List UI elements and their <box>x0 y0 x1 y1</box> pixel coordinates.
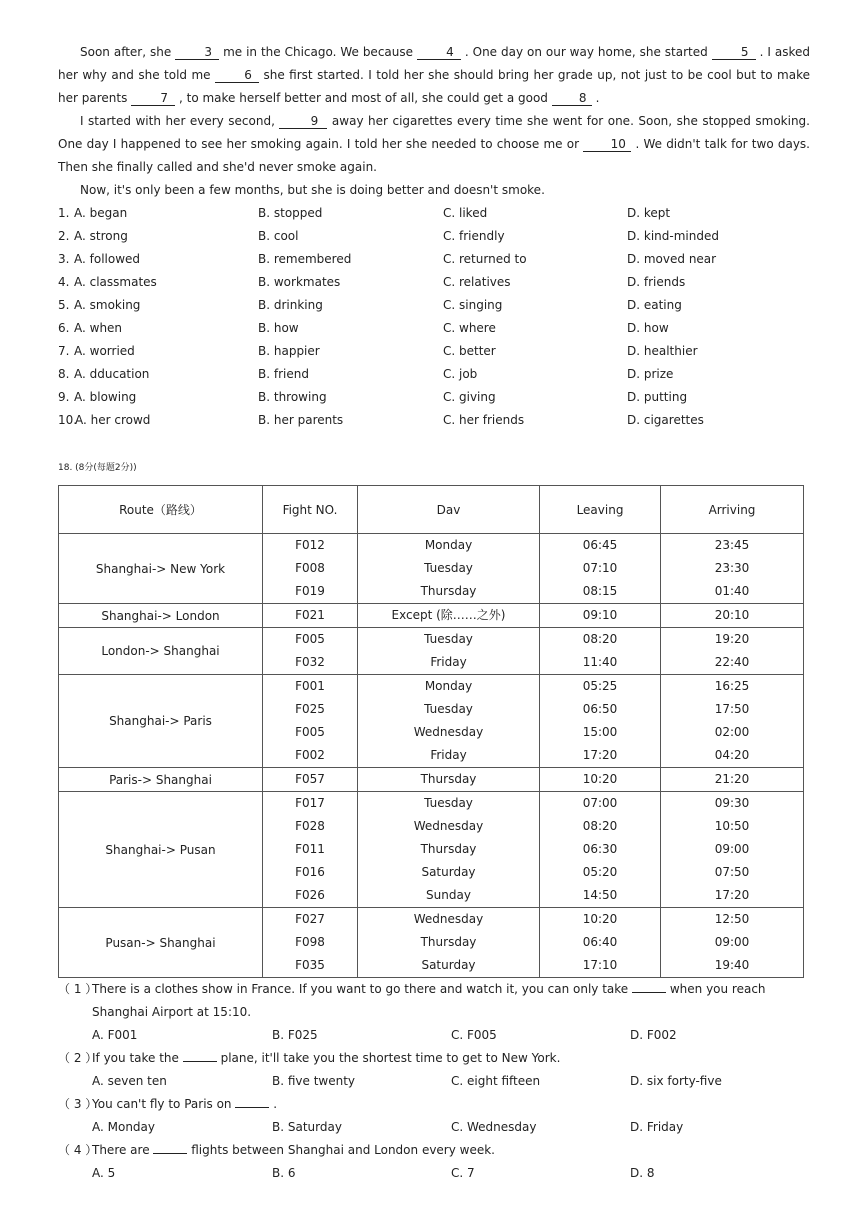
option-a[interactable]: A. blowing <box>74 390 137 404</box>
flight-no-value: F021 <box>295 608 325 622</box>
leaving-value: 05:25 <box>582 679 618 693</box>
day-value: Monday <box>424 538 473 552</box>
day-cell <box>358 604 540 628</box>
cloze-option-row <box>58 363 810 386</box>
leaving-value: 06:50 <box>582 702 618 716</box>
leaving-value: 06:45 <box>582 538 618 552</box>
table-row <box>59 675 804 768</box>
leaving-value: 17:20 <box>582 748 618 762</box>
day-value: Except (除……之外) <box>391 608 506 622</box>
option-c[interactable]: C. singing <box>443 298 503 312</box>
option-a[interactable]: A. followed <box>74 252 141 266</box>
day-cell <box>358 628 540 675</box>
day-value: Tuesday <box>424 796 473 810</box>
question-number: 9. <box>58 390 70 404</box>
blank-10: 10 <box>583 137 631 152</box>
option-b[interactable]: B. throwing <box>258 390 327 404</box>
arriving-cell <box>661 792 804 908</box>
option-a[interactable]: A. Monday <box>92 1120 155 1134</box>
flight-no-cell <box>263 792 358 908</box>
flight-no-value: F026 <box>295 888 325 902</box>
leaving-cell <box>540 675 661 768</box>
arriving-value: 09:30 <box>714 796 750 810</box>
option-b[interactable]: B. stopped <box>258 206 323 220</box>
option-c[interactable]: C. giving <box>443 390 496 404</box>
day-value: Thursday <box>420 935 477 949</box>
option-d[interactable]: D. kept <box>627 206 671 220</box>
option-b[interactable]: B. her parents <box>258 413 344 427</box>
option-d[interactable]: D. moved near <box>627 252 717 266</box>
day-value: Tuesday <box>424 632 473 646</box>
option-c[interactable]: C. 7 <box>451 1166 475 1180</box>
leaving-value: 08:15 <box>582 584 618 598</box>
option-a[interactable]: A. worried <box>74 344 135 358</box>
option-b[interactable]: B. 6 <box>272 1166 296 1180</box>
option-b[interactable]: B. cool <box>258 229 299 243</box>
question-text-pre: If you take the <box>92 1051 179 1065</box>
option-d[interactable]: D. healthier <box>627 344 698 358</box>
option-a[interactable]: A. began <box>74 206 128 220</box>
flight-no-cell <box>263 675 358 768</box>
option-a[interactable]: A. seven ten <box>92 1074 167 1088</box>
passage-text: , to make herself better and most of all, she could get a good <box>178 91 548 105</box>
day-cell <box>358 675 540 768</box>
section-18-label: 18. (8分(每题2分)) <box>58 463 137 473</box>
leaving-value: 07:00 <box>582 796 618 810</box>
option-d[interactable]: D. six forty-five <box>630 1074 722 1088</box>
route-cell: Shanghai-> Pusan <box>59 792 263 908</box>
option-a[interactable]: A. when <box>74 321 123 335</box>
leaving-value: 08:20 <box>582 632 618 646</box>
arriving-cell <box>661 675 804 768</box>
table-header-row <box>59 486 804 534</box>
question-number: （ 1 ） <box>58 982 98 996</box>
question-number: 3. <box>58 252 70 266</box>
option-c[interactable]: C. job <box>443 367 478 381</box>
arriving-value: 07:50 <box>714 865 750 879</box>
route-cell: Shanghai-> New York <box>59 534 263 604</box>
option-d[interactable]: D. how <box>627 321 669 335</box>
option-c[interactable]: C. relatives <box>443 275 511 289</box>
option-d[interactable]: D. eating <box>627 298 682 312</box>
option-d[interactable]: D. Friday <box>630 1120 684 1134</box>
leaving-value: 10:20 <box>582 772 618 786</box>
arriving-value: 09:00 <box>714 842 750 856</box>
question-text-pre: You can't fly to Paris on <box>92 1097 232 1111</box>
arriving-value: 19:20 <box>714 632 750 646</box>
route-cell: Pusan-> Shanghai <box>59 908 263 978</box>
flight-no-value: F012 <box>295 538 325 552</box>
question-text-post: flights between Shanghai and London every week. <box>191 1143 495 1157</box>
day-value: Friday <box>430 748 467 762</box>
arriving-value: 10:50 <box>714 819 750 833</box>
day-value: Monday <box>424 679 473 693</box>
day-cell <box>358 534 540 604</box>
flight-no-value: F001 <box>295 679 325 693</box>
passage-text: . I asked her why and she told me <box>58 45 810 82</box>
option-a[interactable]: A. her crowd <box>75 413 151 427</box>
question-2 <box>58 1047 810 1070</box>
cloze-option-row <box>58 409 810 432</box>
arriving-value: 17:20 <box>714 888 750 902</box>
header-day: Dav <box>358 486 540 534</box>
flight-no-cell <box>263 534 358 604</box>
blank-6: 6 <box>215 68 259 83</box>
question-text-post: when you reach Shanghai Airport at 15:10. <box>92 982 766 1019</box>
arriving-value: 23:30 <box>714 561 750 575</box>
passage-text: I started with her every second, <box>80 114 275 128</box>
passage-text: away her cigarettes every time she went for one. Soon, she stopped smoking. One day I happened to see her smoking again. I told her she needed to choose me or <box>58 114 810 151</box>
table-row <box>59 604 804 628</box>
option-a[interactable]: A. classmates <box>74 275 157 289</box>
flight-no-value: F025 <box>295 702 325 716</box>
day-value: Tuesday <box>424 561 473 575</box>
cloze-option-row <box>58 225 810 248</box>
option-a[interactable]: A. smoking <box>74 298 141 312</box>
day-value: Thursday <box>420 772 477 786</box>
question-number: 7. <box>58 344 70 358</box>
day-cell <box>358 768 540 792</box>
cloze-option-row <box>58 294 810 317</box>
route-cell: Shanghai-> London <box>59 604 263 628</box>
blank-5: 5 <box>712 45 756 60</box>
flight-no-cell <box>263 628 358 675</box>
option-a[interactable]: A. dducation <box>74 367 150 381</box>
leaving-value: 08:20 <box>582 819 618 833</box>
flight-no-value: F005 <box>295 725 325 739</box>
day-value: Saturday <box>421 865 476 879</box>
header-route: Route（路线） <box>59 486 263 534</box>
arriving-value: 12:50 <box>714 912 750 926</box>
option-a[interactable]: A. 5 <box>92 1166 116 1180</box>
flight-no-cell <box>263 908 358 978</box>
blank-7: 7 <box>131 91 175 106</box>
arriving-value: 04:20 <box>714 748 750 762</box>
passage-text: Soon after, she <box>80 45 172 59</box>
question-1-options <box>92 1024 812 1047</box>
option-c[interactable]: C. F005 <box>451 1028 497 1042</box>
leaving-value: 05:20 <box>582 865 618 879</box>
leaving-value: 09:10 <box>582 608 618 622</box>
leaving-value: 17:10 <box>582 958 618 972</box>
cloze-option-row <box>58 271 810 294</box>
passage-paragraph-2 <box>58 110 810 179</box>
cloze-option-row <box>58 386 810 409</box>
day-value: Friday <box>430 655 467 669</box>
option-b[interactable]: B. workmates <box>258 275 341 289</box>
option-d[interactable]: D. F002 <box>630 1028 677 1042</box>
arriving-value: 01:40 <box>714 584 750 598</box>
flight-schedule-table <box>58 485 804 978</box>
passage-text: . <box>595 91 600 105</box>
flight-no-value: F016 <box>295 865 325 879</box>
cloze-option-row <box>58 317 810 340</box>
header-leaving: Leaving <box>540 486 661 534</box>
blank-9: 9 <box>279 114 327 129</box>
question-number: 8. <box>58 367 70 381</box>
option-a[interactable]: A. strong <box>74 229 128 243</box>
route-cell: Paris-> Shanghai <box>59 768 263 792</box>
table-row <box>59 628 804 675</box>
arriving-cell <box>661 604 804 628</box>
question-2-options <box>92 1070 812 1093</box>
table-row <box>59 768 804 792</box>
question-text-pre: There are <box>92 1143 150 1157</box>
flight-no-value: F098 <box>295 935 325 949</box>
cloze-option-row <box>58 340 810 363</box>
blank-3: 3 <box>175 45 219 60</box>
option-c[interactable]: C. Wednesday <box>451 1120 537 1134</box>
option-c[interactable]: C. where <box>443 321 496 335</box>
leaving-cell <box>540 604 661 628</box>
leaving-value: 15:00 <box>582 725 618 739</box>
flight-no-value: F057 <box>295 772 325 786</box>
day-cell <box>358 792 540 908</box>
question-number: （ 2 ） <box>58 1051 98 1065</box>
question-number: 6. <box>58 321 70 335</box>
option-d[interactable]: D. cigarettes <box>627 413 704 427</box>
arriving-value: 21:20 <box>714 772 750 786</box>
arriving-value: 22:40 <box>714 655 750 669</box>
day-value: Thursday <box>420 584 477 598</box>
question-text <box>92 1093 810 1116</box>
flight-no-value: F002 <box>295 748 325 762</box>
option-c[interactable]: C. better <box>443 344 496 358</box>
answer-blank <box>632 980 666 993</box>
flight-no-value: F008 <box>295 561 325 575</box>
question-4 <box>58 1139 810 1162</box>
leaving-value: 11:40 <box>582 655 618 669</box>
question-3-options <box>92 1116 812 1139</box>
option-c[interactable]: C. returned to <box>443 252 527 266</box>
arriving-cell <box>661 768 804 792</box>
option-b[interactable]: B. friend <box>258 367 309 381</box>
passage-text: she first started. I told her she should bring her grade up, not just to be cool but to make her parents <box>58 68 810 105</box>
option-c[interactable]: C. eight fifteen <box>451 1074 541 1088</box>
blank-8: 8 <box>552 91 592 106</box>
day-value: Thursday <box>420 842 477 856</box>
passage-paragraph-1 <box>58 41 810 110</box>
option-c[interactable]: C. her friends <box>443 413 525 427</box>
flight-no-value: F005 <box>295 632 325 646</box>
day-value: Sunday <box>426 888 471 902</box>
option-b[interactable]: B. drinking <box>258 298 323 312</box>
option-d[interactable]: D. 8 <box>630 1166 655 1180</box>
question-text <box>92 978 810 1024</box>
header-flight-no: Fight NO. <box>263 486 358 534</box>
question-number: （ 3 ） <box>58 1097 98 1111</box>
arriving-value: 20:10 <box>714 608 750 622</box>
question-3 <box>58 1093 810 1116</box>
question-4-options <box>92 1162 812 1185</box>
answer-blank <box>235 1095 269 1108</box>
cloze-option-row <box>58 202 810 225</box>
day-value: Wednesday <box>413 912 484 926</box>
flight-no-value: F028 <box>295 819 325 833</box>
option-b[interactable]: B. happier <box>258 344 320 358</box>
flight-no-cell <box>263 768 358 792</box>
day-cell <box>358 908 540 978</box>
leaving-cell <box>540 792 661 908</box>
header-arriving: Arriving <box>661 486 804 534</box>
flight-no-value: F035 <box>295 958 325 972</box>
option-d[interactable]: D. friends <box>627 275 686 289</box>
option-d[interactable]: D. putting <box>627 390 688 404</box>
question-number: 2. <box>58 229 70 243</box>
leaving-cell <box>540 534 661 604</box>
question-text <box>92 1047 810 1070</box>
arriving-value: 19:40 <box>714 958 750 972</box>
passage-text: . One day on our way home, she started <box>464 45 708 59</box>
leaving-value: 14:50 <box>582 888 618 902</box>
arriving-cell <box>661 534 804 604</box>
option-b[interactable]: B. how <box>258 321 299 335</box>
answer-blank <box>183 1049 217 1062</box>
question-text-pre: There is a clothes show in France. If you want to go there and watch it, you can only take <box>92 982 629 996</box>
flight-no-value: F027 <box>295 912 325 926</box>
option-d[interactable]: D. kind-minded <box>627 229 719 243</box>
day-value: Saturday <box>421 958 476 972</box>
question-text-post: plane, it'll take you the shortest time to get to New York. <box>220 1051 561 1065</box>
option-b[interactable]: B. remembered <box>258 252 352 266</box>
question-1 <box>58 978 810 1024</box>
option-c[interactable]: C. friendly <box>443 229 505 243</box>
arriving-cell <box>661 628 804 675</box>
flight-no-value: F019 <box>295 584 325 598</box>
option-d[interactable]: D. prize <box>627 367 674 381</box>
question-number: 5. <box>58 298 70 312</box>
option-b[interactable]: B. Saturday <box>272 1120 342 1134</box>
leaving-value: 06:30 <box>582 842 618 856</box>
arriving-value: 09:00 <box>714 935 750 949</box>
table-row <box>59 792 804 908</box>
blank-4: 4 <box>417 45 461 60</box>
leaving-cell <box>540 768 661 792</box>
table-row <box>59 534 804 604</box>
leaving-cell <box>540 628 661 675</box>
passage-paragraph-3: Now, it's only been a few months, but she is doing better and doesn't smoke. <box>80 183 545 197</box>
question-number: 4. <box>58 275 70 289</box>
arriving-value: 17:50 <box>714 702 750 716</box>
question-text-post: . <box>273 1097 278 1111</box>
option-a[interactable]: A. F001 <box>92 1028 138 1042</box>
question-number: 1. <box>58 206 70 220</box>
arriving-cell <box>661 908 804 978</box>
arriving-value: 23:45 <box>714 538 750 552</box>
day-value: Tuesday <box>424 702 473 716</box>
leaving-value: 10:20 <box>582 912 618 926</box>
route-cell: Shanghai-> Paris <box>59 675 263 768</box>
arriving-value: 02:00 <box>714 725 750 739</box>
flight-no-value: F017 <box>295 796 325 810</box>
passage-text: . We didn't talk for two days. Then she finally called and she'd never smoke again. <box>58 137 810 174</box>
leaving-value: 07:10 <box>582 561 618 575</box>
flight-no-cell <box>263 604 358 628</box>
flight-no-value: F032 <box>295 655 325 669</box>
option-c[interactable]: C. liked <box>443 206 488 220</box>
arriving-value: 16:25 <box>714 679 750 693</box>
table-row <box>59 908 804 978</box>
question-text <box>92 1139 810 1162</box>
passage-text: me in the Chicago. We because <box>223 45 414 59</box>
leaving-value: 06:40 <box>582 935 618 949</box>
leaving-cell <box>540 908 661 978</box>
day-value: Wednesday <box>413 725 484 739</box>
flight-no-value: F011 <box>295 842 325 856</box>
day-value: Wednesday <box>413 819 484 833</box>
route-cell: London-> Shanghai <box>59 628 263 675</box>
option-b[interactable]: B. F025 <box>272 1028 318 1042</box>
question-number: （ 4 ） <box>58 1143 98 1157</box>
answer-blank <box>153 1141 187 1154</box>
option-b[interactable]: B. five twenty <box>272 1074 356 1088</box>
cloze-option-row <box>58 248 810 271</box>
question-number: 10. <box>58 413 78 427</box>
